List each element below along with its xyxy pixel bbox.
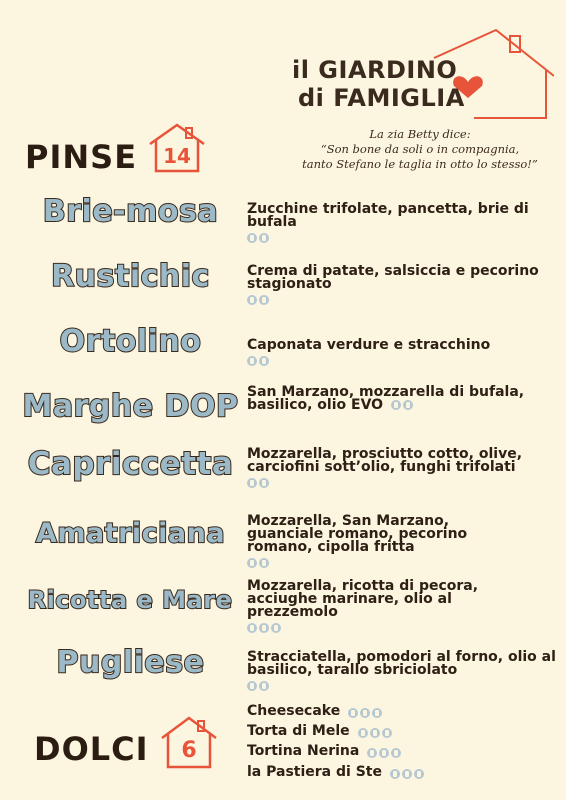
pinsa-description: Mozzarella, prosciutto cotto, olive, carciofini sott’olio, funghi trifolati (247, 448, 559, 489)
allergen-icon (247, 681, 257, 691)
dolce-item: la Pastiera di Ste (247, 764, 426, 780)
allergen-icons (391, 399, 415, 411)
allergen-icons (247, 294, 563, 306)
allergen-icon (271, 623, 281, 633)
allergen-icon (259, 558, 269, 568)
allergen-icon (247, 558, 257, 568)
dolci-price: 6 (181, 738, 197, 763)
dolce-item: Cheesecake (247, 703, 384, 719)
dolce-item: Torta di Mele (247, 723, 394, 739)
allergen-icons (247, 680, 557, 692)
pinsa-description: Caponata verdure e stracchino (247, 339, 563, 367)
logo-line2: di FAMIGLIA (298, 84, 465, 112)
allergen-icon (259, 478, 269, 488)
pinse-price-badge (146, 122, 208, 174)
allergen-icon (247, 356, 257, 366)
allergen-icon (391, 748, 401, 758)
allergen-icon (367, 748, 377, 758)
pinse-price: 14 (163, 144, 191, 168)
pinsa-name: Ricotta e Mare (27, 586, 233, 614)
allergen-icon (382, 728, 392, 738)
allergen-icons (367, 745, 403, 757)
pinsa-name: Rustichic (51, 259, 210, 294)
allergen-icon (402, 769, 412, 779)
pinsa-description: San Marzano, mozzarella di bufala, basilico, olio EVO (247, 384, 525, 413)
dolce-item: Tortina Nerina (247, 743, 403, 759)
pinsa-name: Capriccetta (27, 446, 234, 482)
logo (284, 18, 554, 128)
allergen-icon (390, 769, 400, 779)
pinsa-description: Mozzarella, ricotta di pecora, acciughe marinare, olio al prezzemolo (247, 580, 522, 634)
allergen-icon (259, 233, 269, 243)
allergen-icons (247, 355, 563, 367)
allergen-icon (391, 400, 401, 410)
allergen-icon (247, 295, 257, 305)
pinsa-description: Crema di patate, salsiccia e pecorino stagionato (247, 265, 563, 306)
pinsa-name: Marghe DOP (22, 389, 239, 424)
pinsa-name: Amatriciana (35, 518, 226, 549)
allergen-icon (247, 623, 257, 633)
allergen-icon (403, 400, 413, 410)
allergen-icon (259, 681, 269, 691)
quote (282, 127, 558, 172)
dolci-title: DOLCI (34, 730, 149, 768)
allergen-icon (247, 478, 257, 488)
allergen-icon (414, 769, 424, 779)
pinsa-description: Mozzarella, San Marzano, guanciale romano, pecorino romano, cipolla fritta (247, 515, 492, 569)
allergen-icon (259, 356, 269, 366)
dolci-price-badge (158, 714, 220, 770)
allergen-icon (372, 708, 382, 718)
pinsa-name: Ortolino (59, 324, 202, 359)
allergen-icon (247, 233, 257, 243)
allergen-icon (259, 623, 269, 633)
allergen-icons (247, 557, 492, 569)
logo-line1: il GIARDINO (292, 56, 458, 84)
allergen-icon (379, 748, 389, 758)
allergen-icons (247, 477, 559, 489)
pinse-title: PINSE (25, 138, 138, 176)
allergen-icons (247, 622, 522, 634)
allergen-icon (358, 728, 368, 738)
pinsa-name: Brie-mosa (42, 194, 219, 229)
pinsa-description: Stracciatella, pomodori al forno, olio al basilico, tarallo sbriciolato (247, 651, 557, 692)
pinsa-name: Pugliese (56, 645, 205, 680)
quote-line3: tanto Stefano le taglia in otto lo stesso!” (302, 157, 538, 171)
allergen-icons (348, 705, 384, 717)
allergen-icons (390, 766, 426, 778)
allergen-icon (370, 728, 380, 738)
allergen-icon (259, 295, 269, 305)
allergen-icon (360, 708, 370, 718)
allergen-icons (358, 725, 394, 737)
allergen-icon (348, 708, 358, 718)
pinsa-description: Zucchine trifolate, pancetta, brie di bufala (247, 203, 563, 244)
quote-line2: “Son bone da soli o in compagnia, (320, 142, 520, 156)
quote-line1: La zia Betty dice: (369, 127, 471, 141)
allergen-icons (247, 232, 563, 244)
